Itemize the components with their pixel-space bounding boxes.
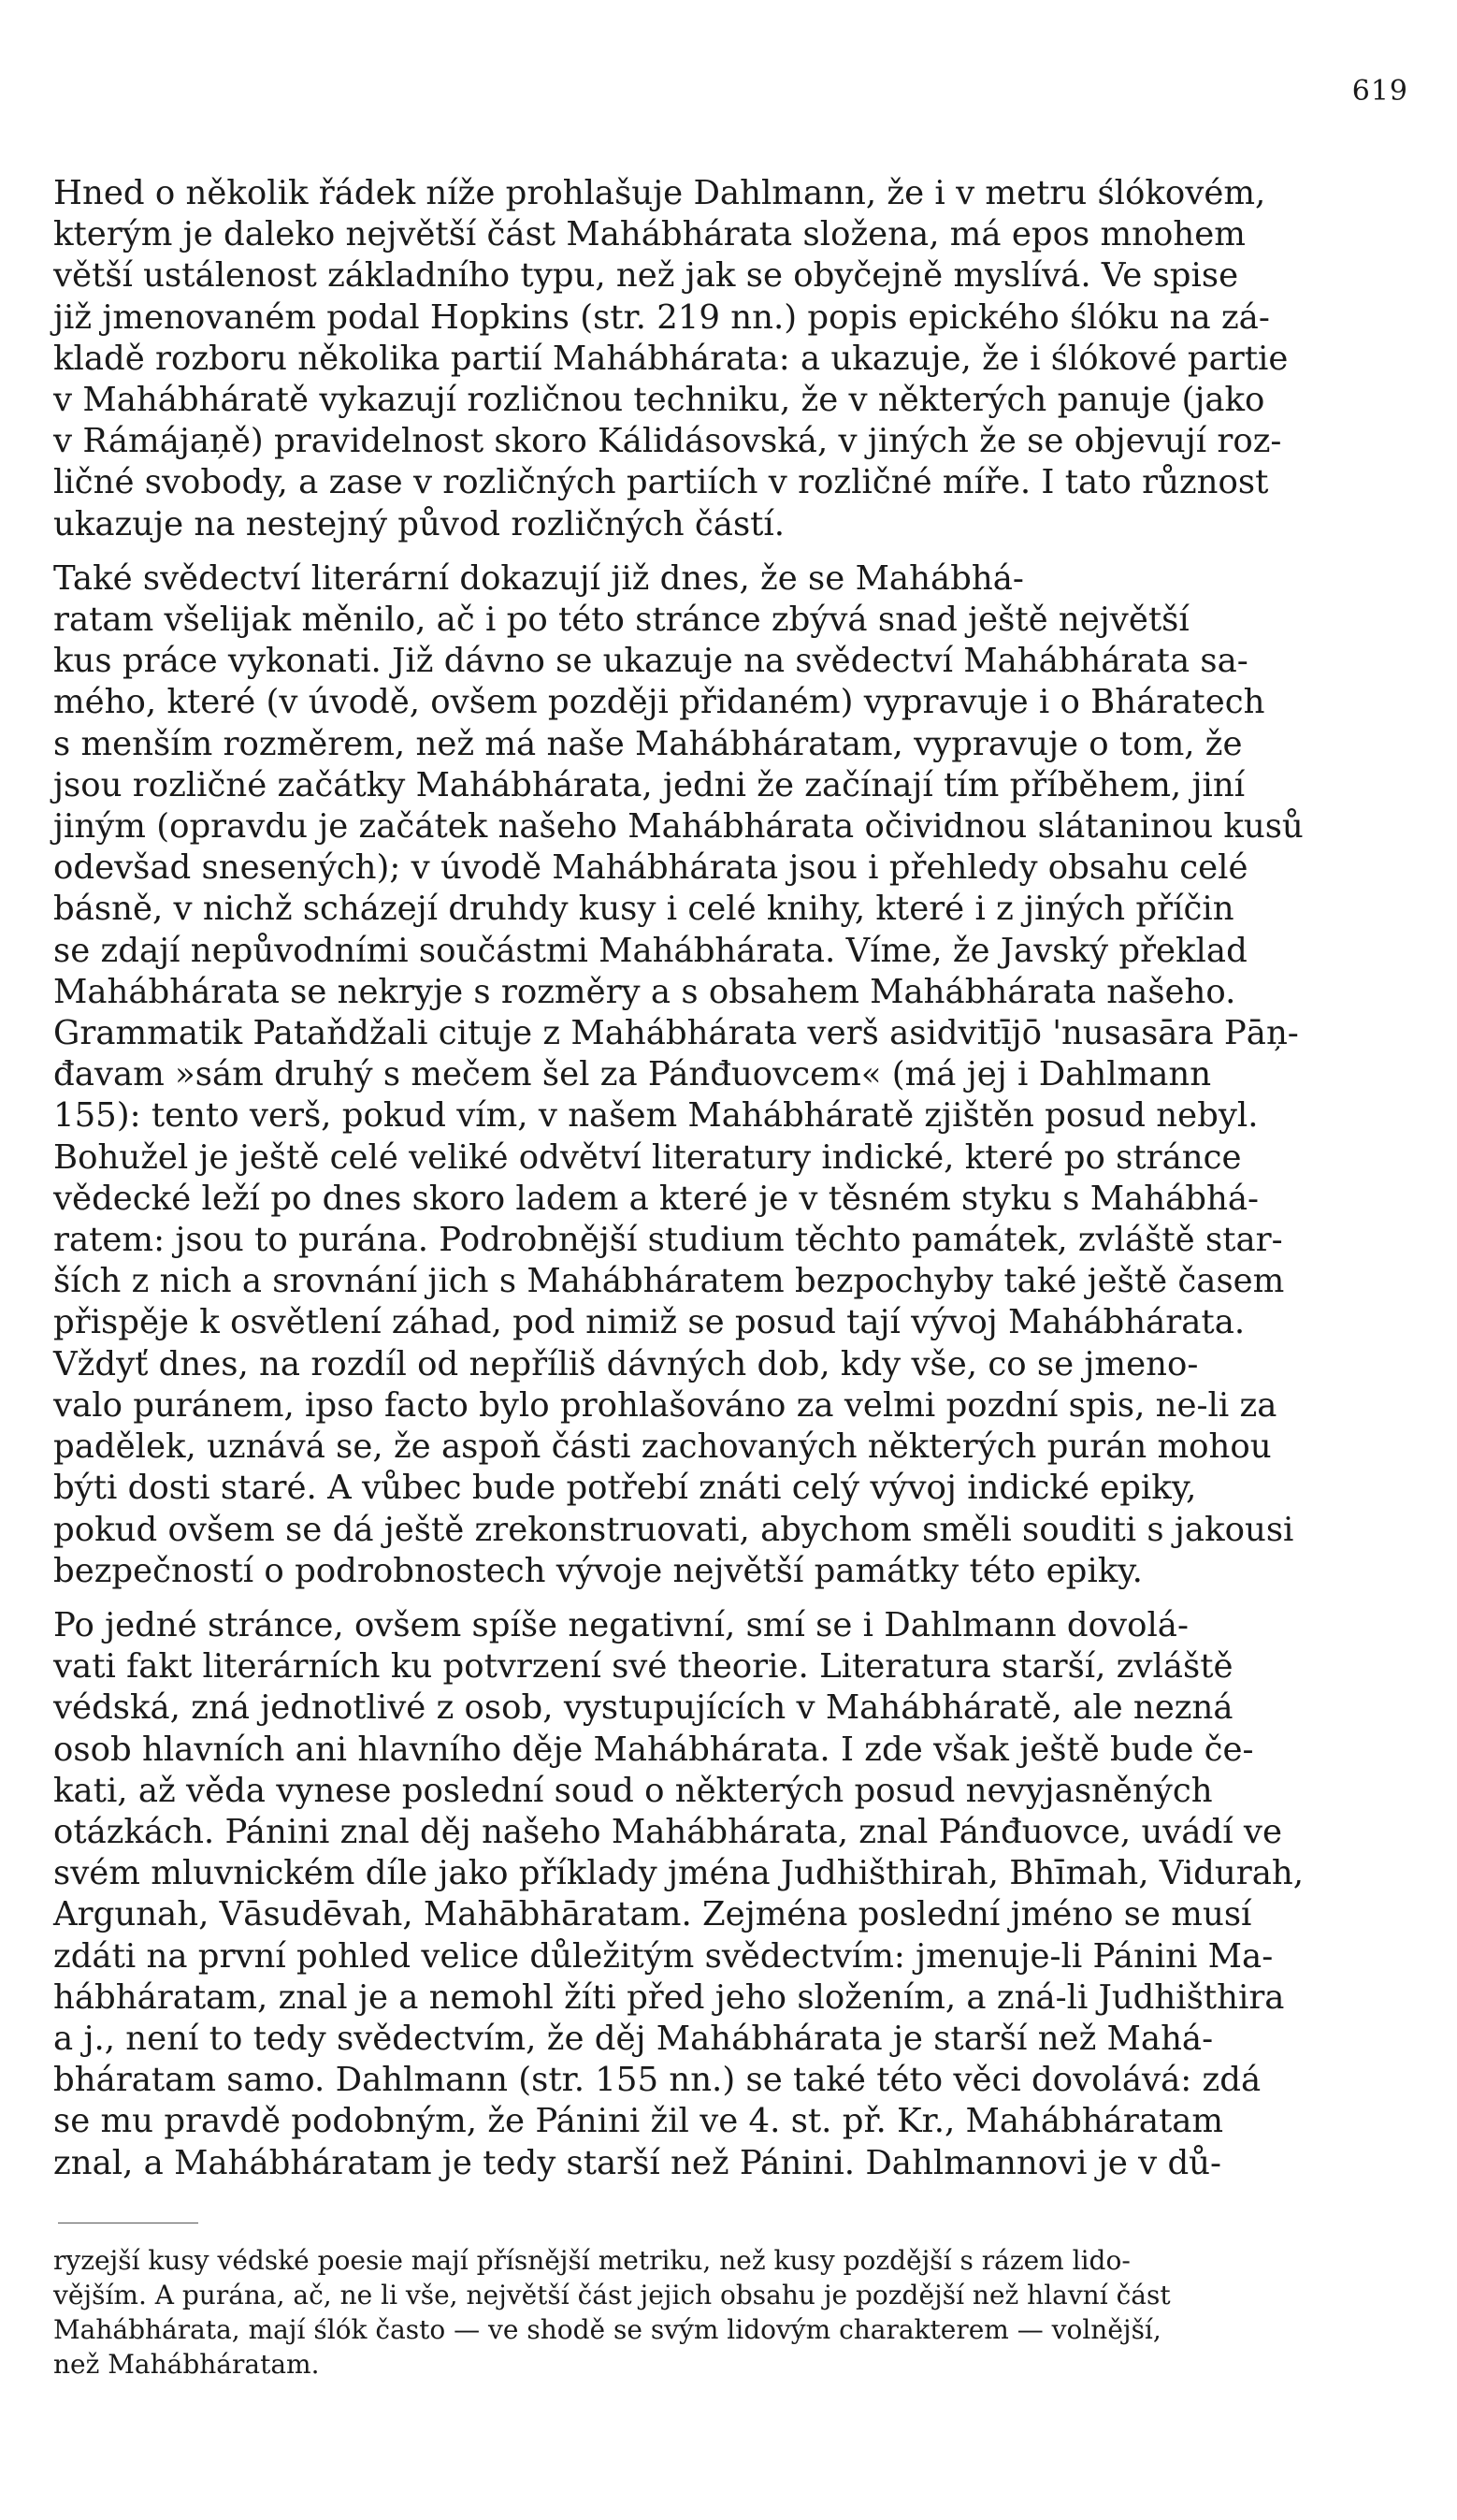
paragraph-2: Také svědectví literární dokazují již dnes, že se Mahábhá- ratam všelijak měnilo, ač i po této stránce zbývá snad ještě největší kus práce vykonati. Již dávno se ukazuje na svědectví Mahábhárata sa- mého, které (v úvodě, ovšem později přidaném) vypravuje i o Bháratech s menším rozměrem, než má naše Mahábháratam, vypravuje o tom, že jsou rozličné začátky Mahábhárata, jedni že začínají tím příběhem, jiní jiným (opravdu je začátek našeho Mahábhárata očividnou slátaninou kusů odevšad snesených); v úvodě Mahábhárata jsou i přehledy obsahu celé básně, v nichž scházejí druhdy kusy i celé knihy, které i z jiných příčin se zdají nepůvodními součástmi Mahábhárata. Víme, že Javský překlad Mahábhárata se nekryje s rozměry a s obsahem Mahábhárata našeho. Grammatik Pataňdžali cituje z Mahábhárata verš asidvitījō 'nusasāra Pāņ- đavam »sám druhý s mečem šel za Pánđuovcem« (má jej i Dahlmann 155): tento verš, pokud vím, v našem Mahábháratě zjištěn posud nebyl. Bohužel je ještě celé veliké odvětví literatury indické, které po stránce vědecké leží po dnes skoro ladem a které je v těsném styku s Mahábhá- ratem: jsou to purána. Podrobnější studium těchto památek, zvláště star- ších z nich a srovnání jich s Mahábháratem bezpochyby také ještě časem přispěje k osvětlení záhad, pod nimiž se posud tají vývoj Mahábhárata. Vždyť dnes, na rozdíl od nepříliš dávných dob, kdy vše, co se jmeno- valo puránem, ipso facto bylo prohlašováno za velmi pozdní spis, ne-li za padělek, uznává se, že aspoň části zachovaných některých purán mohou býti dosti staré. A vůbec bude potřebí znáti celý vývoj indické epiky, pokud ovšem se dá ještě zrekonstruovati, abychom směli souditi s jakousi bezpečností o podrobnostech vývoje největší památky této epiky. — [53, 558, 1304, 1590]
paragraph-gap — [53, 1592, 1407, 1605]
paragraph-3: Po jedné stránce, ovšem spíše negativní, smí se i Dahlmann dovolá- vati fakt literárních ku potvrzení své theorie. Literatura starší, zvláště védská, zná jednotlivé z osob, vystupujících v Mahábháratě, ale nezná osob hlavních ani hlavního děje Mahábhárata. I zde však ještě bude če- kati, až věda vynese poslední soud o některých posud nevyjasněných otázkách. Pánini znal děj našeho Mahábhárata, znal Pánđuovce, uvádí ve svém mluvnickém díle jako příklady jména Judhišthirah, Bhīmah, Vidurah, Argunah, Vāsudēvah, Mahābhāratam. Zejména poslední jméno se musí zdáti na první pohled velice důležitým svědectvím: jmenuje-li Pánini Ma- hábháratam, znal je a nemohl žíti před jeho složením, a zná-li Judhišthira a j., není to tedy svědectvím, že děj Mahábhárata je starší než Mahá- bháratam samo. Dahlmann (str. 155 nn.) se také této věci dovolává: zdá se mu pravdě podobným, že Pánini žil ve 4. st. př. Kr., Mahábháratam znal, a Mahábháratam je tedy starší než Pánini. Dahlmannovi je v dů- — [53, 1605, 1305, 2182]
paragraph-1: Hned o několik řádek níže prohlašuje Dahlmann, že i v metru ślókovém, kterým je daleko největší část Mahábhárata složena, má epos mnohem větší ustálenost základního typu, než jak se obyčejně myslívá. Ve spise již jmenovaném podal Hopkins (str. 219 nn.) popis epického ślóku na zá- kladě rozboru několika partií Mahábhárata: a ukazuje, že i ślókové partie v Mahábháratě vykazují rozličnou techniku, že v některých panuje (jako v Rámájaņě) pravidelnost skoro Kálidásovská, v jiných že se objevují roz- ličné svobody, a zase v rozličných partiích v rozličné míře. I tato různost ukazuje na nestejný původ rozličných částí. — [53, 174, 1289, 543]
page-number: 619 — [1351, 75, 1408, 108]
footnote: ryzejší kusy védské poesie mají přísnější metriku, než kusy pozdější s rázem lido- vějším. A purána, ač, ne li vše, největší část jejich obsahu je pozdější než hlavní část Mahábhárata, mají ślók často — ve shodě se svým lidovým charakterem — volnější, než Mahábháratam. — [53, 2245, 1171, 2380]
paragraph-gap — [53, 545, 1407, 558]
main-text — [53, 173, 1407, 2184]
